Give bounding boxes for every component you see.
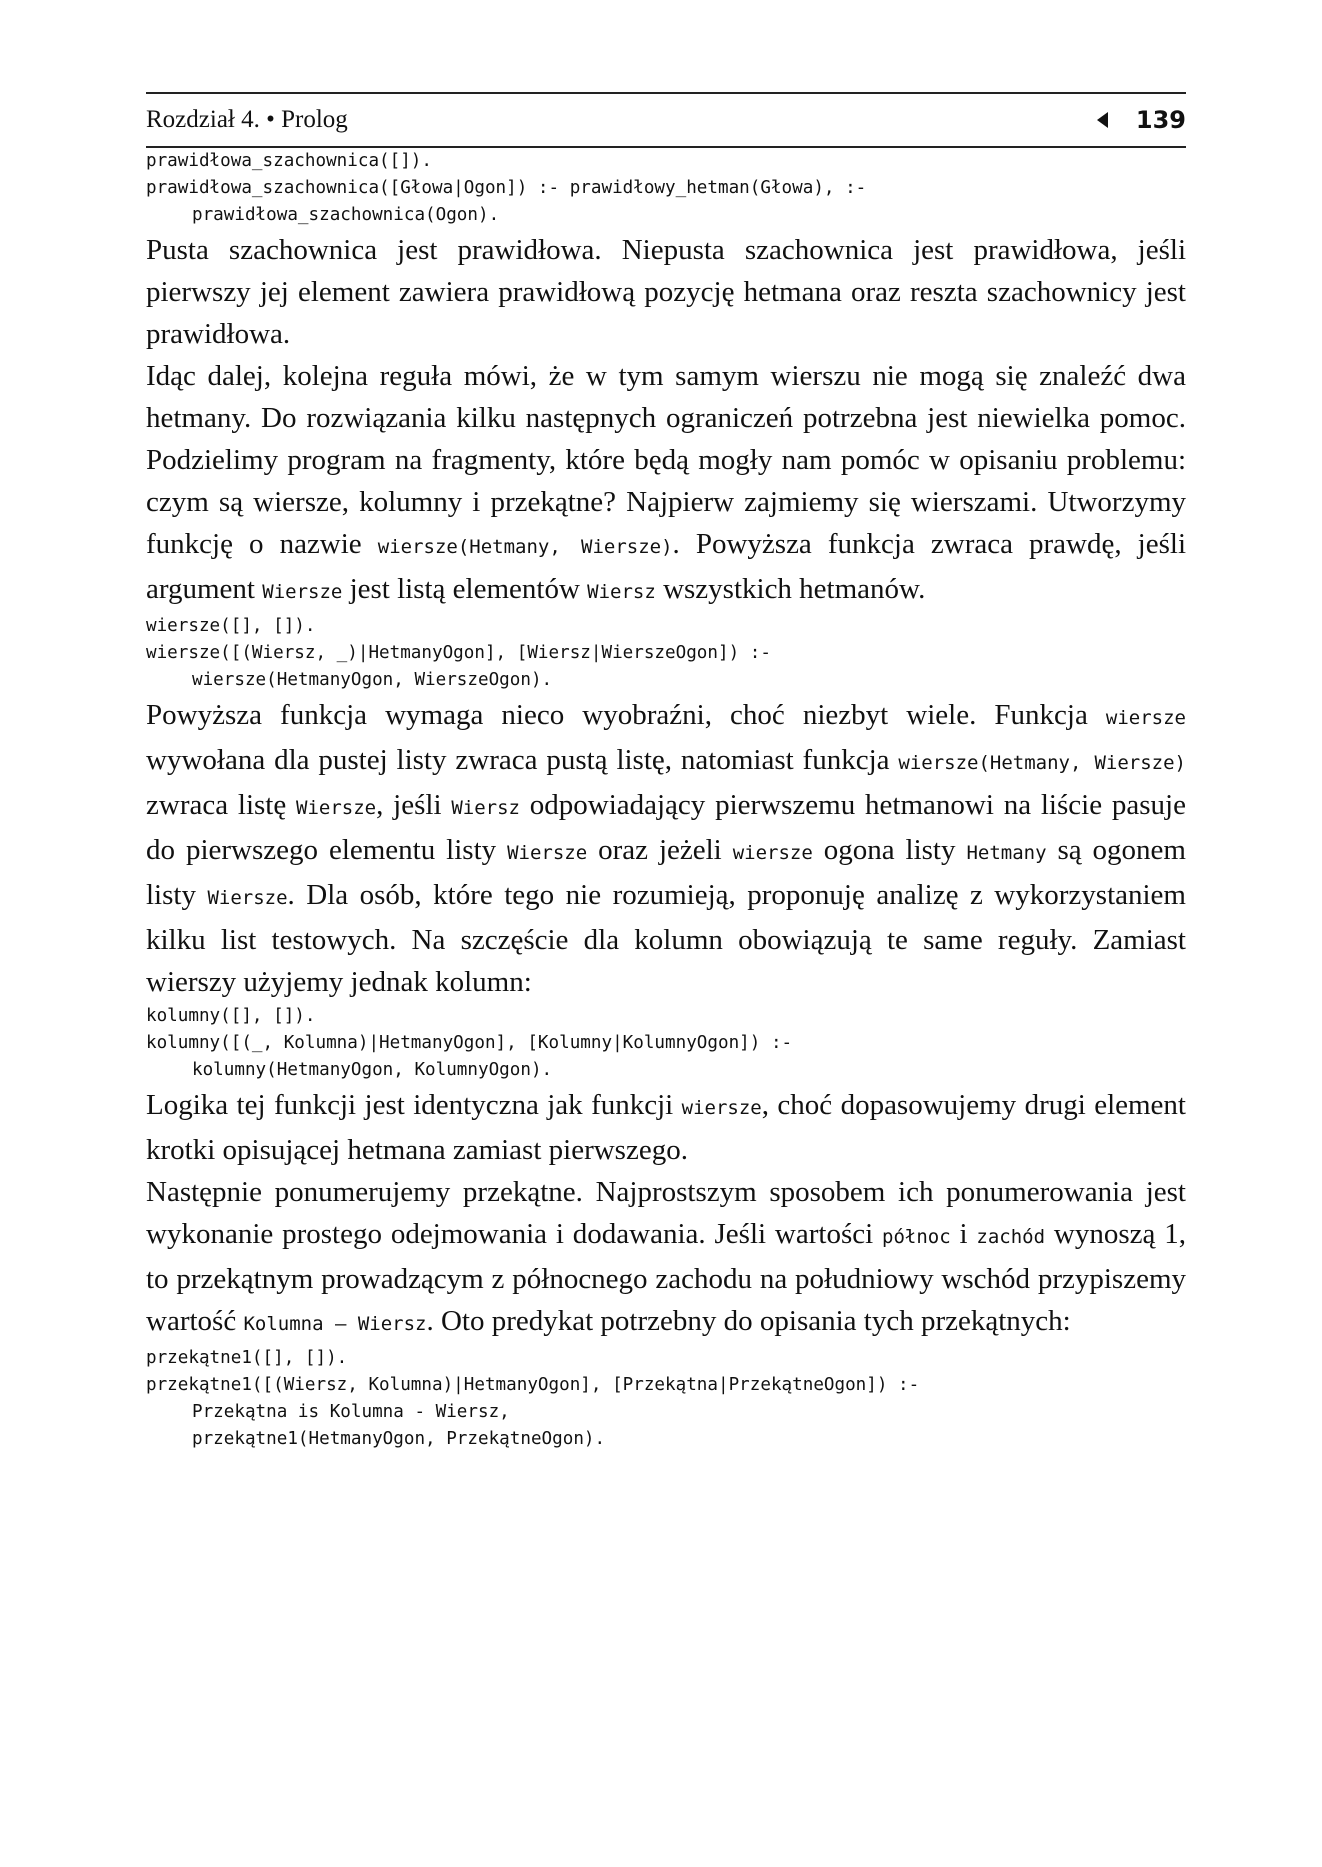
code-line: kolumny(HetmanyOgon, KolumnyOgon). <box>192 1060 553 1080</box>
code-line: prawidłowa_szachownica(Ogon). <box>192 205 500 225</box>
paragraph-diagonals: Następnie ponumerujemy przekątne. Najprostszym sposobem ich ponumerowania jest wykonanie prostego odejmowania i dodawania. Jeśli wartości północ i zachód wynoszą 1, to przekątnym prowadzącym z północnego zachodu na południowy wschód przypiszemy wartość Kolumna – Wiersz. Oto predykat potrzebny do opisania tych przekątnych: <box>146 1176 1186 1337</box>
code-block-przekatne <box>146 1345 1186 1453</box>
code-line: wiersze([], []). <box>146 616 316 636</box>
paragraph-rows-intro: Idąc dalej, kolejna reguła mówi, że w tym samym wierszu nie mogą się znaleźć dwa hetmany. Do rozwiązania kilku następnych ograniczeń potrzebna jest niewielka pomoc. Podzielimy program na fragmenty, które będą mogły nam pomóc w opisaniu problemu: czym są wiersze, kolumny i przekątne? Najpierw zajmiemy się wierszami. Utworzymy funkcję o nazwie wiersze(Hetmany, Wiersze). Powyższa funkcja zwraca prawdę, jeśli argument Wiersze jest listą elementów Wiersz wszystkich hetmanów. <box>146 360 1186 605</box>
code-line: wiersze([(Wiersz, _)|HetmanyOgon], [Wiersz|WierszeOgon]) :- <box>146 643 771 663</box>
paragraph-valid-board: Pusta szachownica jest prawidłowa. Niepusta szachownica jest prawidłowa, jeśli pierwszy jej element zawiera prawidłową pozycję hetmana oraz reszta szachownicy jest prawidłowa. <box>146 234 1186 350</box>
code-line: Przekątna is Kolumna - Wiersz, <box>192 1402 510 1422</box>
running-header <box>146 92 1186 148</box>
chapter-title: Rozdział 4. • Prolog <box>146 106 348 133</box>
code-line: kolumny([(_, Kolumna)|HetmanyOgon], [Kolumny|KolumnyOgon]) :- <box>146 1033 793 1053</box>
page-number: 139 <box>1135 106 1186 134</box>
paragraph-rows-explanation: Powyższa funkcja wymaga nieco wyobraźni, choć niezbyt wiele. Funkcja wiersze wywołana dla pustej listy zwraca pustą listę, natomiast funkcja wiersze(Hetmany, Wiersze) zwraca listę Wiersze, jeśli Wiersz odpowiadający pierwszemu hetmanowi na liście pasuje do pierwszego elementu listy Wiersze oraz jeżeli wiersze ogona listy Hetmany są ogonem listy Wiersze. Dla osób, które tego nie rozumieją, proponuję analizę z wykorzystaniem kilku list testowych. Na szczęście dla kolumn obowiązują te same reguły. Zamiast wierszy użyjemy jednak kolumn: <box>146 699 1186 998</box>
code-block-szachownica <box>146 148 1186 229</box>
code-line: kolumny([], []). <box>146 1006 316 1026</box>
code-line: przekątne1(HetmanyOgon, PrzekątneOgon). <box>192 1429 606 1449</box>
book-page <box>146 92 1186 1453</box>
code-block-kolumny <box>146 1003 1186 1084</box>
code-line: prawidłowa_szachownica([Głowa|Ogon]) :- prawidłowy_hetman(Głowa), :- <box>146 178 867 198</box>
code-line: przekątne1([(Wiersz, Kolumna)|HetmanyOgon], [Przekątna|PrzekątneOgon]) :- <box>146 1375 920 1395</box>
paragraph-columns-logic: Logika tej funkcji jest identyczna jak funkcji wiersze, choć dopasowujemy drugi element krotki opisującej hetmana zamiast pierwszego. <box>146 1089 1186 1166</box>
code-block-wiersze <box>146 613 1186 694</box>
header-right <box>1097 106 1186 134</box>
code-line: wiersze(HetmanyOgon, WierszeOgon). <box>192 670 553 690</box>
code-line: przekątne1([], []). <box>146 1348 348 1368</box>
code-line: prawidłowa_szachownica([]). <box>146 151 432 171</box>
left-triangle-icon <box>1097 112 1108 128</box>
